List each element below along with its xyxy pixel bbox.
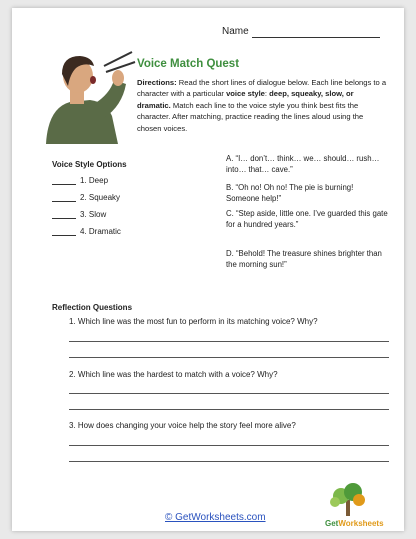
answer-line[interactable] (69, 409, 389, 410)
reflection-question-1: 1. Which line was the most fun to perform in its matching voice? Why? (69, 317, 318, 326)
voice-option-item (52, 193, 120, 202)
shouting-person-illustration (40, 44, 138, 152)
worksheet-title: Voice Match Quest (137, 58, 240, 70)
directions-text-2: : (264, 89, 270, 99)
voice-option-label: 3. Slow (80, 210, 107, 219)
voice-options-title: Voice Style Options (52, 160, 127, 169)
voice-option-item (52, 227, 121, 236)
answer-line[interactable] (69, 341, 389, 342)
name-label: Name (222, 26, 249, 37)
answer-blank[interactable] (52, 193, 76, 202)
logo-get: Get (325, 519, 339, 528)
dialogue-line-c: C. “Step aside, little one. I’ve guarded this gate for a hundred years.” (226, 209, 388, 230)
answer-blank[interactable] (52, 210, 76, 219)
dialogue-line-a: A. “I… don’t… think… we… should… rush… into… that… cave.” (226, 154, 380, 175)
answer-blank[interactable] (52, 176, 76, 185)
answer-line[interactable] (69, 461, 389, 462)
voice-option-item (52, 210, 106, 219)
footer-website-link[interactable]: © GetWorksheets.com (165, 512, 266, 523)
answer-blank[interactable] (52, 227, 76, 236)
directions-text-3: Match each line to the voice style you think best fits the character. After matching, practice reading the lines aloud using the chosen voices. (137, 100, 364, 133)
name-field-line[interactable] (252, 37, 380, 38)
dialogue-line-d: D. “Behold! The treasure shines brighter than the morning sun!” (226, 249, 382, 270)
answer-line[interactable] (69, 445, 389, 446)
voice-style-bold: voice style (226, 89, 265, 99)
voice-option-label: 1. Deep (80, 176, 109, 185)
answer-line[interactable] (69, 393, 389, 394)
worksheet-page (12, 8, 404, 531)
reflection-question-2: 2. Which line was the hardest to match with a voice? Why? (69, 370, 278, 379)
tree-logo-icon (323, 482, 373, 518)
directions-label: Directions: (137, 78, 177, 87)
voice-option-label: 4. Dramatic (80, 227, 121, 236)
logo-wordmark (325, 519, 384, 528)
voice-option-item (52, 176, 108, 185)
styles-bold: deep, squeaky, slow, or dramatic. (137, 89, 354, 110)
directions-text (137, 77, 387, 134)
reflection-title: Reflection Questions (52, 303, 133, 312)
directions-text-1: Read the short lines of dialogue below. Each line belongs to a character with a particular (137, 78, 387, 99)
dialogue-line-b: B. “Oh no! Oh no! The pie is burning! Someone help!” (226, 183, 354, 204)
reflection-question-3: 3. How does changing your voice help the story feel more alive? (69, 421, 296, 430)
voice-option-label: 2. Squeaky (80, 193, 121, 202)
logo-worksheets: Worksheets (338, 519, 384, 528)
answer-line[interactable] (69, 357, 389, 358)
